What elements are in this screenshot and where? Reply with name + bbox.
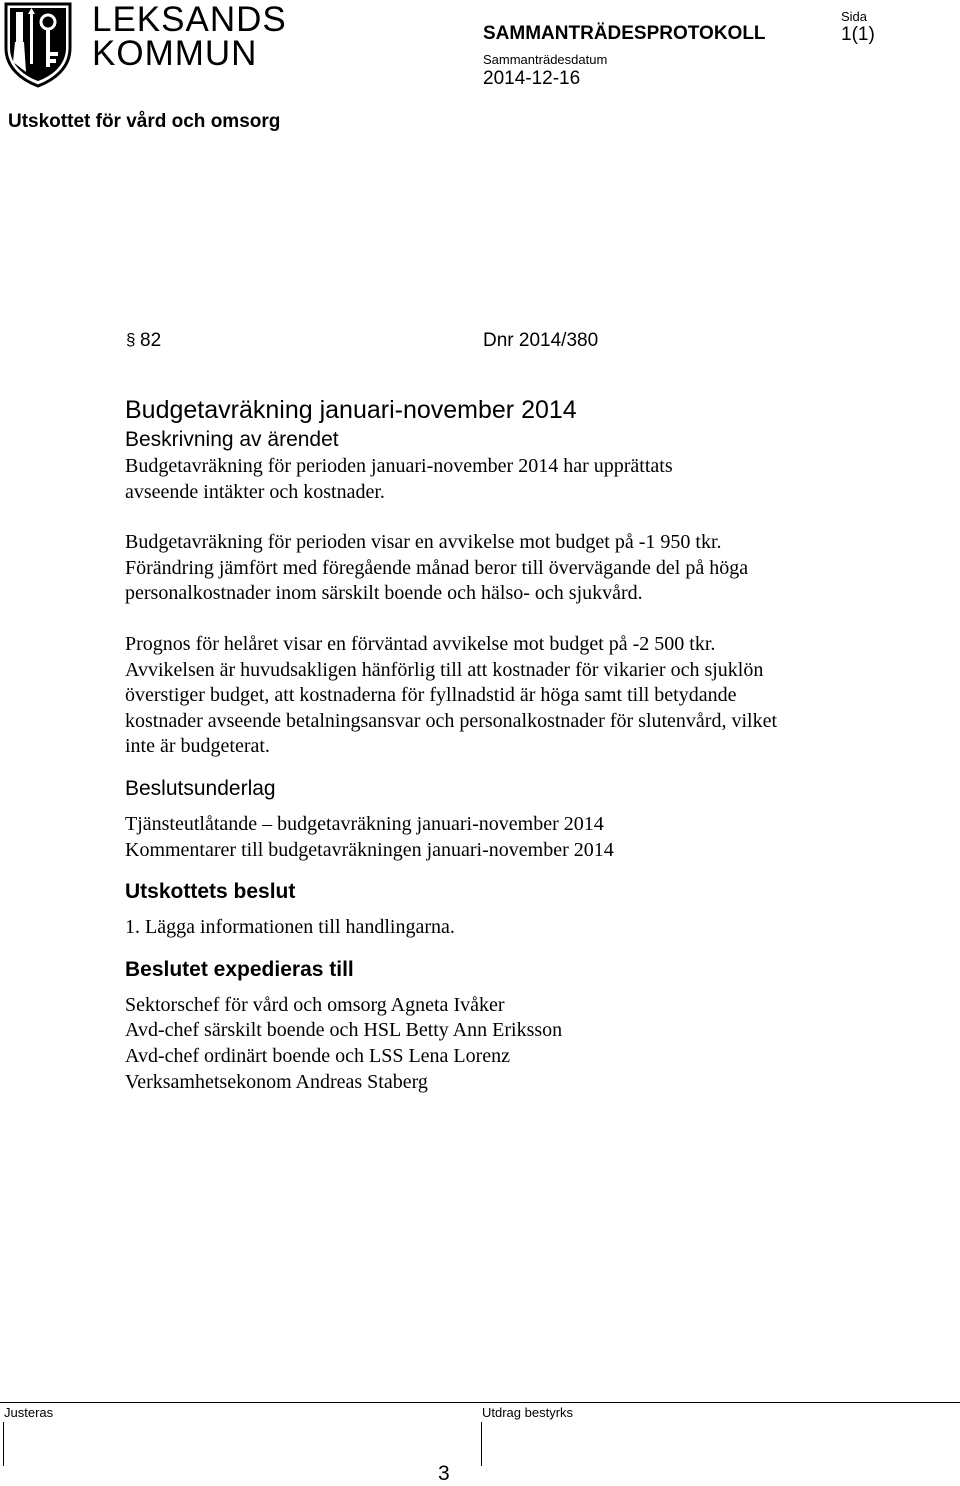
signature-box-right [481,1422,482,1466]
description-paragraph-3: Prognos för helåret visar en förväntad avvikelse mot budget på -2 500 tkr. Avvikelsen är huvudsakligen hänförlig till att kostnader för vikarier och sjuklön överstiger budget, att kostnaderna för fyllnadstid är höga samt till betydande kostnader avseende betalningsansvar och personalkostnader för slutenvård, vilket inte är budgeterat. [125,632,778,758]
sheet-number: 3 [438,1462,450,1485]
section-mark: § [126,330,136,349]
description-heading: Beskrivning av ärendet [125,428,339,451]
org-name-line2: KOMMUN [92,34,258,73]
committee-name: Utskottet för vård och omsorg [8,111,281,132]
extract-certified-label: Utdrag bestyrks [482,1405,574,1420]
document-type: SAMMANTRÄDESPROTOKOLL [483,23,766,44]
distribution-recipient: Avd-chef ordinärt boende och LSS Lena Lorenz [125,1044,511,1067]
page-count: 1(1) [841,24,875,45]
org-name-line1: LEKSANDS [92,0,287,39]
meeting-date: 2014-12-16 [483,68,581,89]
description-paragraph-2: Budgetavräkning för perioden visar en avvikelse mot budget på -1 950 tkr. Förändring jämfört med föregående månad beror till övervägande del på höga personalkostnader inom särskilt boende och hälso- och sjukvård. [125,531,749,605]
distribution-recipient: Avd-chef särskilt boende och HSL Betty Ann Eriksson [125,1019,563,1042]
distribution-recipient: Sektorschef för vård och omsorg Agneta Ivåker [125,993,505,1016]
description-paragraph-1: Budgetavräkning för perioden januari-november 2014 har upprättats avseende intäkter och kostnader. [125,455,673,503]
page-label: Sida [841,9,868,24]
basis-item: Tjänsteutlåtande – budgetavräkning januari-november 2014 [125,812,604,835]
decision-heading: Utskottets beslut [125,880,296,904]
document-body [125,394,955,1095]
distribution-recipient: Verksamhetsekonom Andreas Staberg [125,1070,428,1093]
item-title: Budgetavräkning januari-november 2014 [125,396,577,424]
meeting-date-label: Sammanträdesdatum [483,52,608,67]
footer-divider [0,1402,960,1403]
registration-number: Dnr 2014/380 [483,330,599,351]
signature-box-left [3,1422,4,1466]
item-number: 82 [140,330,162,351]
municipality-crest-logo [4,2,72,88]
justeras-label: Justeras [4,1405,54,1420]
distribution-heading: Beslutet expedieras till [125,957,354,981]
basis-item: Kommentarer till budgetavräkningen januari-november 2014 [125,838,614,861]
decision-item: 1. Lägga informationen till handlingarna. [125,916,455,939]
basis-heading: Beslutsunderlag [125,776,276,800]
